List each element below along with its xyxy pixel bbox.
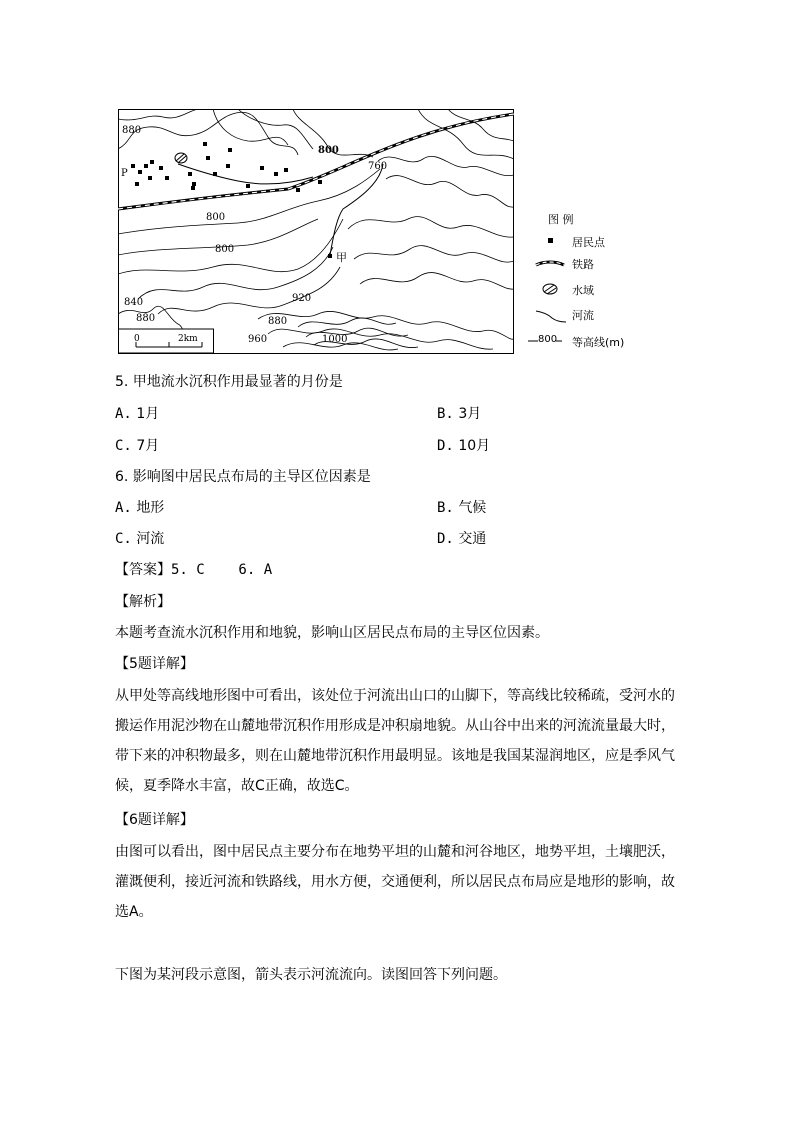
contour-label: 960 bbox=[248, 334, 268, 345]
option-text: 7月 bbox=[136, 438, 160, 454]
option-letter: B. bbox=[437, 406, 454, 422]
option-letter: A. bbox=[115, 500, 132, 516]
detail-6-line: 选A。 bbox=[115, 904, 153, 920]
contour-label: 800 bbox=[206, 212, 226, 223]
legend-title: 图 例 bbox=[548, 213, 574, 226]
q6-option-a bbox=[115, 499, 164, 517]
option-letter: B. bbox=[437, 500, 454, 516]
contour-map bbox=[118, 109, 514, 354]
option-letter: C. bbox=[115, 531, 132, 547]
answer-line bbox=[115, 561, 272, 579]
detail-5-line: 候，夏季降水丰富，故C正确，故选C。 bbox=[115, 778, 359, 794]
map-legend bbox=[528, 211, 668, 351]
legend-symbols bbox=[528, 211, 668, 351]
option-letter: D. bbox=[437, 531, 454, 547]
contour-label: 800 bbox=[318, 145, 339, 156]
detail-6-body bbox=[115, 837, 685, 927]
legend-item-water: 水域 bbox=[572, 284, 594, 297]
detail-6-line: 灌溉便利，接近河流和铁路线，用水方便，交通便利，所以居民点布局应是地形的影响，故 bbox=[115, 874, 675, 890]
q6-option-b bbox=[437, 499, 486, 517]
contour-label: 840 bbox=[124, 297, 144, 308]
contour-label: 920 bbox=[292, 293, 312, 304]
answer-label: 【答案】 bbox=[115, 562, 171, 578]
q5-option-a bbox=[115, 405, 159, 423]
answer-value: 5. C 6. A bbox=[171, 562, 273, 578]
next-question-intro: 下图为某河段示意图，箭头表示河流流向。读图回答下列问题。 bbox=[115, 967, 507, 983]
option-letter: C. bbox=[115, 438, 132, 454]
legend-contour-sample: 800 bbox=[538, 334, 558, 345]
contour-label: 800 bbox=[215, 244, 235, 255]
q6-option-c bbox=[115, 530, 164, 548]
contour-map-figure bbox=[118, 109, 514, 354]
settlement-icon bbox=[548, 238, 553, 243]
detail-5-line: 从甲处等高线地形图中可看出，该处位于河流出山口的山脚下，等高线比较稀疏，受河水的 bbox=[115, 688, 675, 704]
q5-option-c bbox=[115, 437, 159, 455]
option-text: 3月 bbox=[458, 406, 482, 422]
q6-option-d bbox=[437, 530, 486, 548]
scale-zero-label: 0 bbox=[134, 334, 140, 344]
option-letter: D. bbox=[437, 438, 454, 454]
option-text: 1月 bbox=[136, 406, 160, 422]
legend-item-river: 河流 bbox=[572, 309, 594, 322]
option-text: 10月 bbox=[458, 438, 491, 454]
detail-5-line: 带下来的冲积物最多，则在山麓地带沉积作用最明显。该地是我国某湿润地区，应是季风气 bbox=[115, 748, 675, 764]
legend-item-contour: 等高线(m) bbox=[572, 336, 625, 349]
q5-option-d bbox=[437, 437, 490, 455]
contour-label: 880 bbox=[268, 316, 288, 327]
scale-distance-label: 2km bbox=[178, 334, 198, 344]
detail-6-line: 由图可以看出，图中居民点主要分布在地势平坦的山麓和河谷地区，地势平坦，土壤肥沃， bbox=[115, 844, 675, 860]
option-text: 地形 bbox=[136, 500, 165, 516]
option-text: 气候 bbox=[458, 500, 487, 516]
contour-label: 1000 bbox=[322, 334, 348, 345]
contour-label: 880 bbox=[136, 313, 156, 324]
legend-item-railway: 铁路 bbox=[572, 258, 594, 271]
detail-6-heading: 【6题详解】 bbox=[115, 812, 194, 828]
river-icon bbox=[536, 311, 566, 322]
contour-label: 880 bbox=[122, 125, 142, 136]
legend-item-settlement: 居民点 bbox=[572, 236, 605, 249]
detail-5-heading: 【5题详解】 bbox=[115, 656, 194, 672]
point-jia-label: 甲 bbox=[336, 251, 347, 264]
option-letter: A. bbox=[115, 406, 132, 422]
detail-5-line: 搬运作用泥沙物在山麓地带沉积作用形成是冲积扇地貌。从山谷中出来的河流流量最大时， bbox=[115, 718, 675, 734]
question-5-stem: 5. 甲地流水沉积作用最显著的月份是 bbox=[115, 374, 343, 390]
option-text: 河流 bbox=[136, 531, 165, 547]
point-p-label: P bbox=[121, 168, 128, 179]
analysis-body: 本题考查流水沉积作用和地貌，影响山区居民点布局的主导区位因素。 bbox=[115, 625, 549, 641]
option-text: 交通 bbox=[458, 531, 487, 547]
scale-bar bbox=[119, 329, 214, 353]
question-6-stem: 6. 影响图中居民点布局的主导区位因素是 bbox=[115, 469, 371, 485]
detail-5-body bbox=[115, 681, 685, 801]
q5-option-b bbox=[437, 405, 481, 423]
contour-label: 760 bbox=[368, 161, 388, 172]
analysis-heading: 【解析】 bbox=[115, 594, 171, 610]
